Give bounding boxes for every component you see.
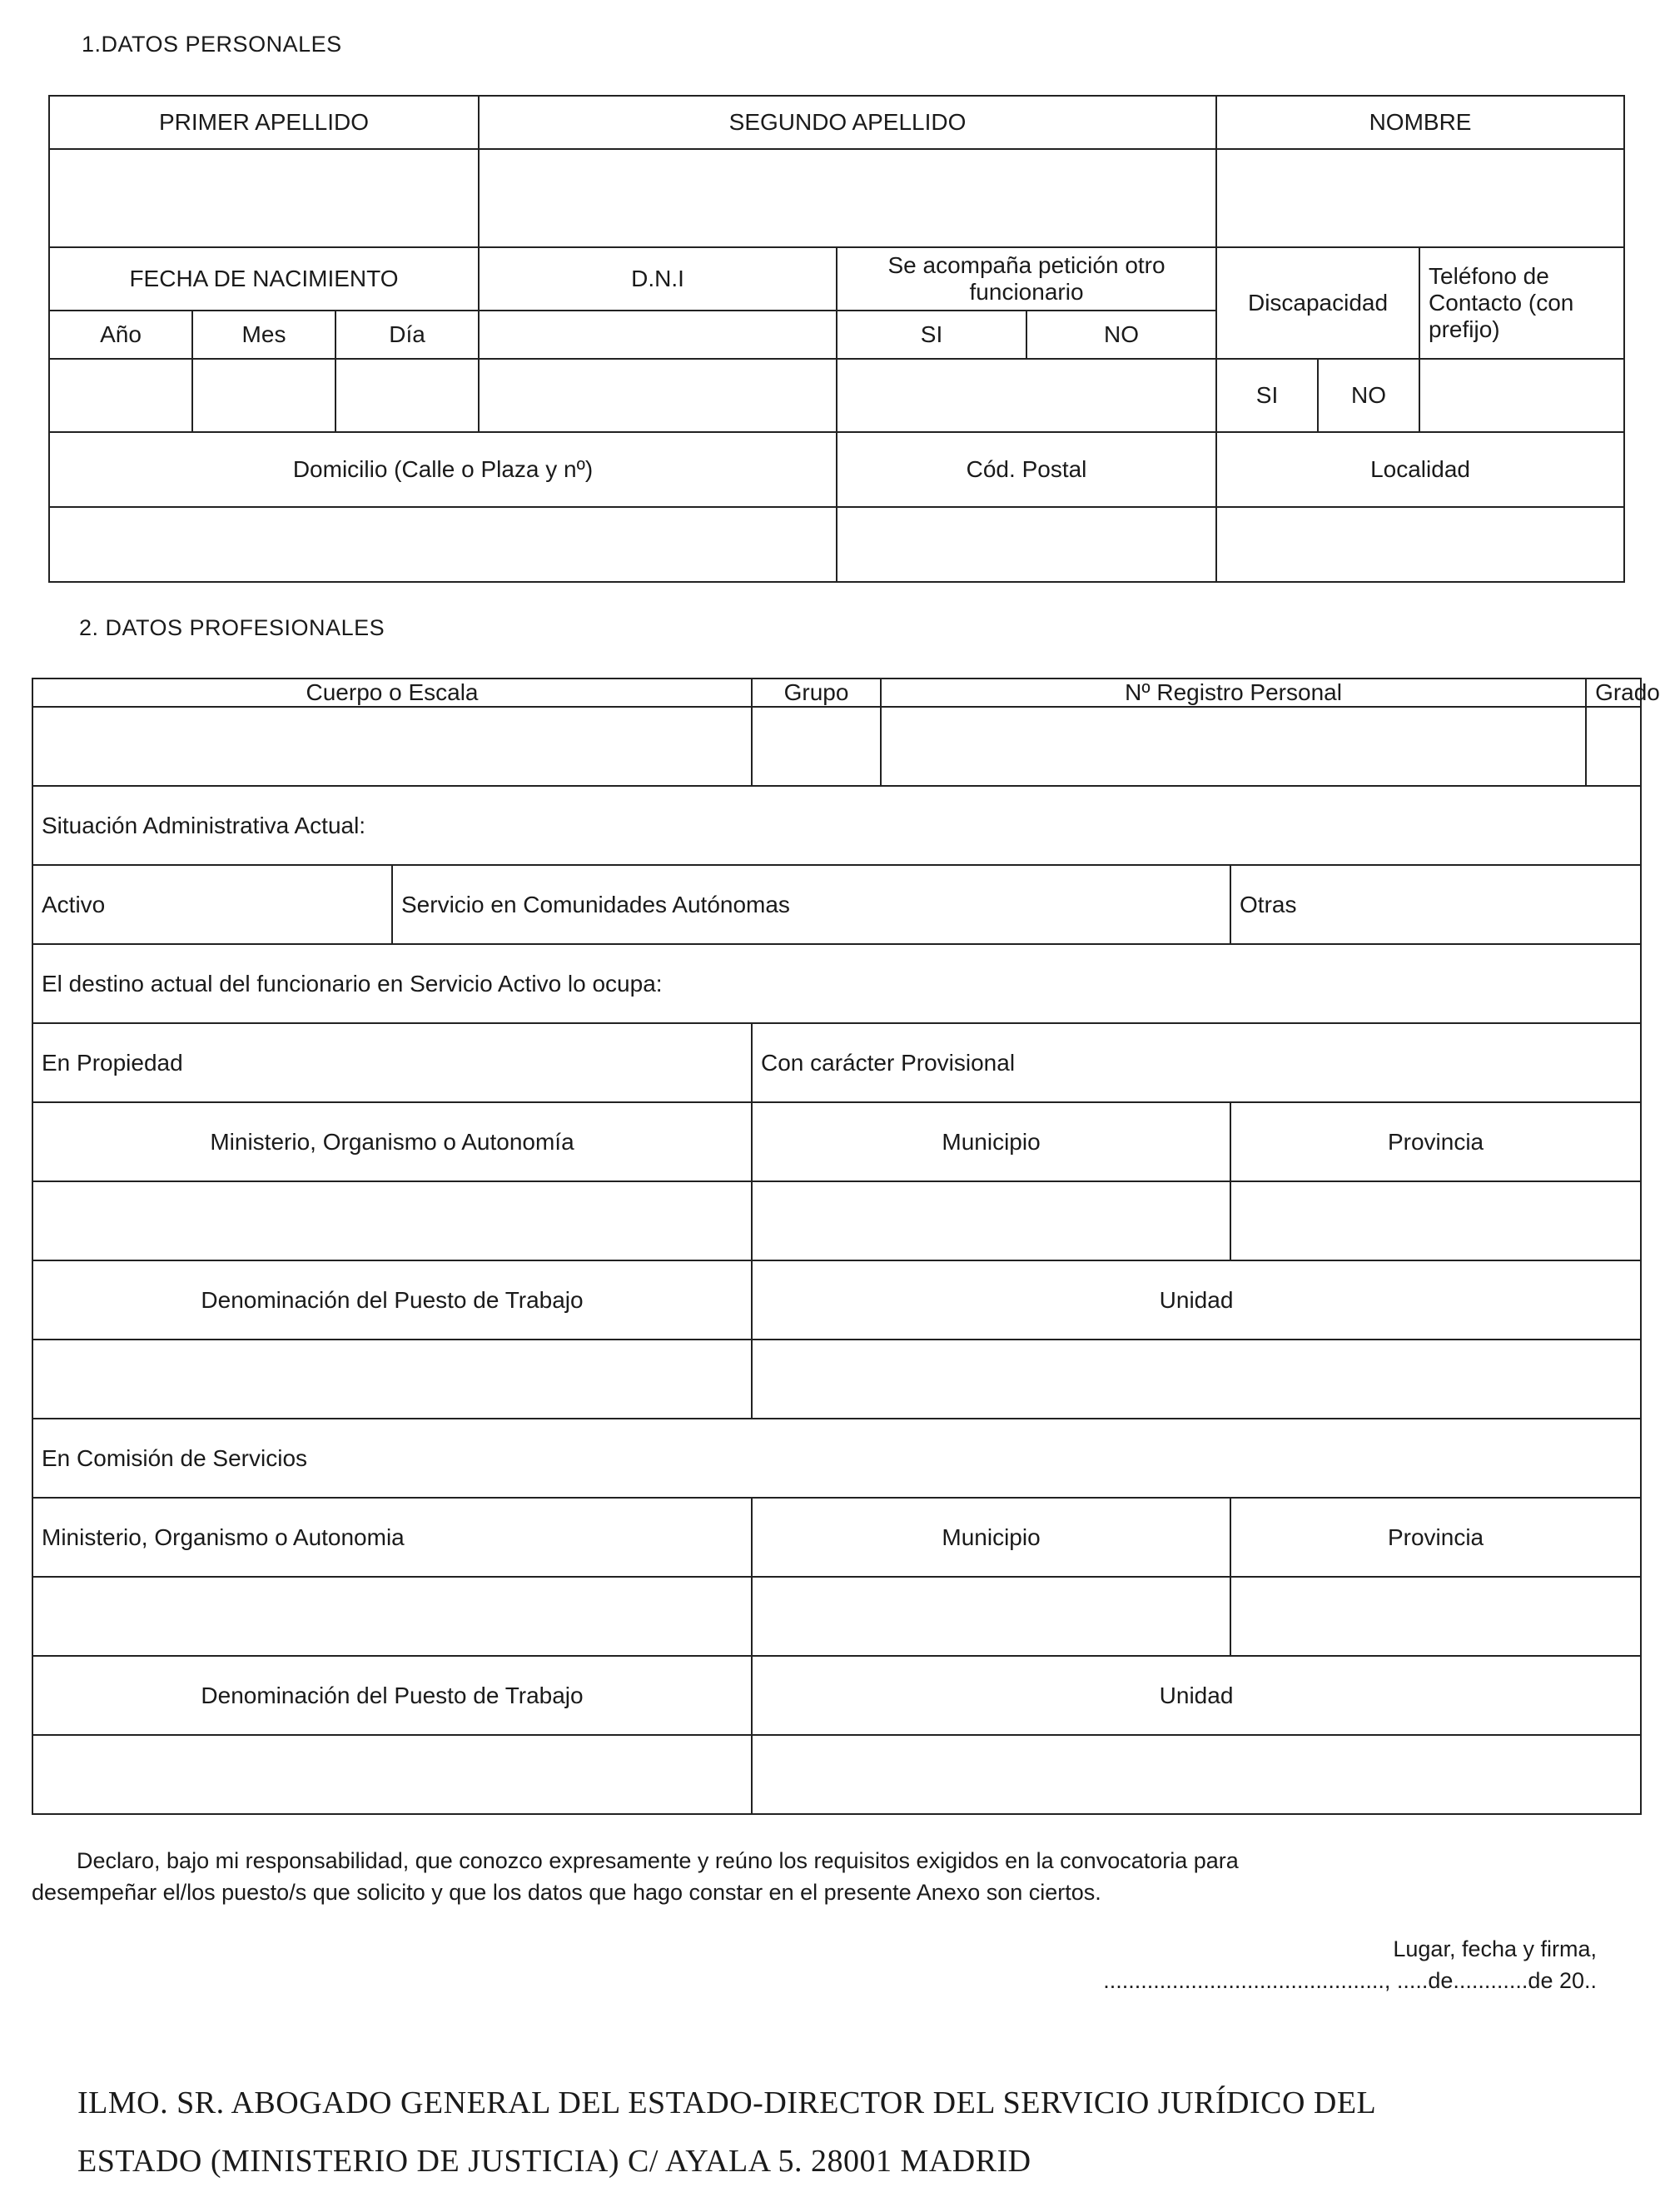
mes-label: Mes	[192, 311, 335, 359]
localidad-label: Localidad	[1216, 432, 1624, 507]
section1-title: 1.DATOS PERSONALES	[82, 32, 342, 57]
dia-field[interactable]	[335, 359, 479, 432]
situacion-label: Situación Administrativa Actual:	[32, 786, 1641, 865]
denominacion-field[interactable]	[32, 1340, 752, 1419]
discapacidad-no-option[interactable]: NO	[1318, 359, 1419, 432]
ministerio-label: Ministerio, Organismo o Autonomía	[32, 1102, 752, 1181]
registro-label: Nº Registro Personal	[881, 679, 1586, 707]
dni-subheader-blank	[479, 311, 837, 359]
primer-apellido-label: PRIMER APELLIDO	[49, 96, 479, 149]
personal-data-table	[48, 95, 1625, 583]
grupo-label: Grupo	[752, 679, 881, 707]
addressee-line-1: ILMO. SR. ABOGADO GENERAL DEL ESTADO-DIRECTOR DEL SERVICIO JURÍDICO DEL	[77, 2085, 1377, 2120]
peticion-si-label: SI	[837, 311, 1026, 359]
cod-postal-label: Cód. Postal	[837, 432, 1216, 507]
discapacidad-label: Discapacidad	[1216, 247, 1419, 359]
grado-field[interactable]	[1586, 707, 1641, 786]
section2-title: 2. DATOS PROFESIONALES	[79, 615, 385, 640]
municipio-label: Municipio	[752, 1102, 1230, 1181]
segundo-apellido-label: SEGUNDO APELLIDO	[479, 96, 1216, 149]
activo-option[interactable]: Activo	[32, 865, 392, 944]
cuerpo-label: Cuerpo o Escala	[32, 679, 752, 707]
mes-field[interactable]	[192, 359, 335, 432]
comision-denominacion-label: Denominación del Puesto de Trabajo	[32, 1656, 752, 1735]
cod-postal-field[interactable]	[837, 507, 1216, 582]
comision-provincia-field[interactable]	[1230, 1577, 1641, 1656]
dni-field[interactable]	[479, 359, 837, 432]
fecha-nacimiento-label: FECHA DE NACIMIENTO	[49, 247, 479, 311]
servicio-ccaa-option[interactable]: Servicio en Comunidades Autónomas	[392, 865, 1230, 944]
ano-field[interactable]	[49, 359, 192, 432]
propiedad-option[interactable]: En Propiedad	[32, 1023, 752, 1102]
destino-label: El destino actual del funcionario en Servicio Activo lo ocupa:	[32, 944, 1641, 1023]
peticion-field[interactable]	[837, 359, 1216, 432]
grado-label: Grado	[1586, 679, 1641, 707]
cuerpo-field[interactable]	[32, 707, 752, 786]
discapacidad-si-option[interactable]: SI	[1216, 359, 1318, 432]
professional-data-table	[32, 678, 1660, 1815]
peticion-no-label: NO	[1026, 311, 1216, 359]
provincia-field[interactable]	[1230, 1181, 1641, 1260]
comision-ministerio-field[interactable]	[32, 1577, 752, 1656]
localidad-field[interactable]	[1216, 507, 1624, 582]
registro-field[interactable]	[881, 707, 1586, 786]
domicilio-label: Domicilio (Calle o Plaza y nº)	[49, 432, 837, 507]
signature-line[interactable]: ............................................., .....de............de 20..	[1103, 1968, 1597, 1993]
provincia-label: Provincia	[1230, 1102, 1641, 1181]
addressee-line-2: ESTADO (MINISTERIO DE JUSTICIA) C/ AYALA 5. 28001 MADRID	[77, 2144, 1031, 2179]
comision-label: En Comisión de Servicios	[32, 1419, 1641, 1498]
primer-apellido-field[interactable]	[49, 149, 479, 247]
signature-label: Lugar, fecha y firma,	[1393, 1936, 1597, 1961]
telefono-field[interactable]	[1419, 359, 1624, 432]
ano-label: Año	[49, 311, 192, 359]
dia-label: Día	[335, 311, 479, 359]
segundo-apellido-field[interactable]	[479, 149, 1216, 247]
peticion-label: Se acompaña petición otro funcionario	[837, 247, 1216, 311]
nombre-label: NOMBRE	[1216, 96, 1624, 149]
comision-provincia-label: Provincia	[1230, 1498, 1641, 1577]
comision-municipio-field[interactable]	[752, 1577, 1230, 1656]
domicilio-field[interactable]	[49, 507, 837, 582]
declaration-line-2: desempeñar el/los puesto/s que solicito y que los datos que hago constar en el presente Anexo son ciertos.	[32, 1880, 1101, 1905]
denominacion-label: Denominación del Puesto de Trabajo	[32, 1260, 752, 1340]
nombre-field[interactable]	[1216, 149, 1624, 247]
municipio-field[interactable]	[752, 1181, 1230, 1260]
dni-label: D.N.I	[479, 247, 837, 311]
ministerio-field[interactable]	[32, 1181, 752, 1260]
unidad-field[interactable]	[752, 1340, 1641, 1419]
otras-option[interactable]: Otras	[1230, 865, 1641, 944]
declaration	[32, 1845, 1638, 1908]
declaration-line-1: Declaro, bajo mi responsabilidad, que conozco expresamente y reúno los requisitos exigidos en la convocatoria para	[77, 1848, 1239, 1873]
comision-municipio-label: Municipio	[752, 1498, 1230, 1577]
comision-ministerio-label: Ministerio, Organismo o Autonomia	[32, 1498, 752, 1577]
comision-unidad-label: Unidad	[752, 1656, 1641, 1735]
comision-denominacion-field[interactable]	[32, 1735, 752, 1814]
provisional-option[interactable]: Con carácter Provisional	[752, 1023, 1641, 1102]
grupo-field[interactable]	[752, 707, 881, 786]
telefono-label: Teléfono de Contacto (con prefijo)	[1419, 247, 1624, 359]
comision-unidad-field[interactable]	[752, 1735, 1641, 1814]
unidad-label: Unidad	[752, 1260, 1641, 1340]
